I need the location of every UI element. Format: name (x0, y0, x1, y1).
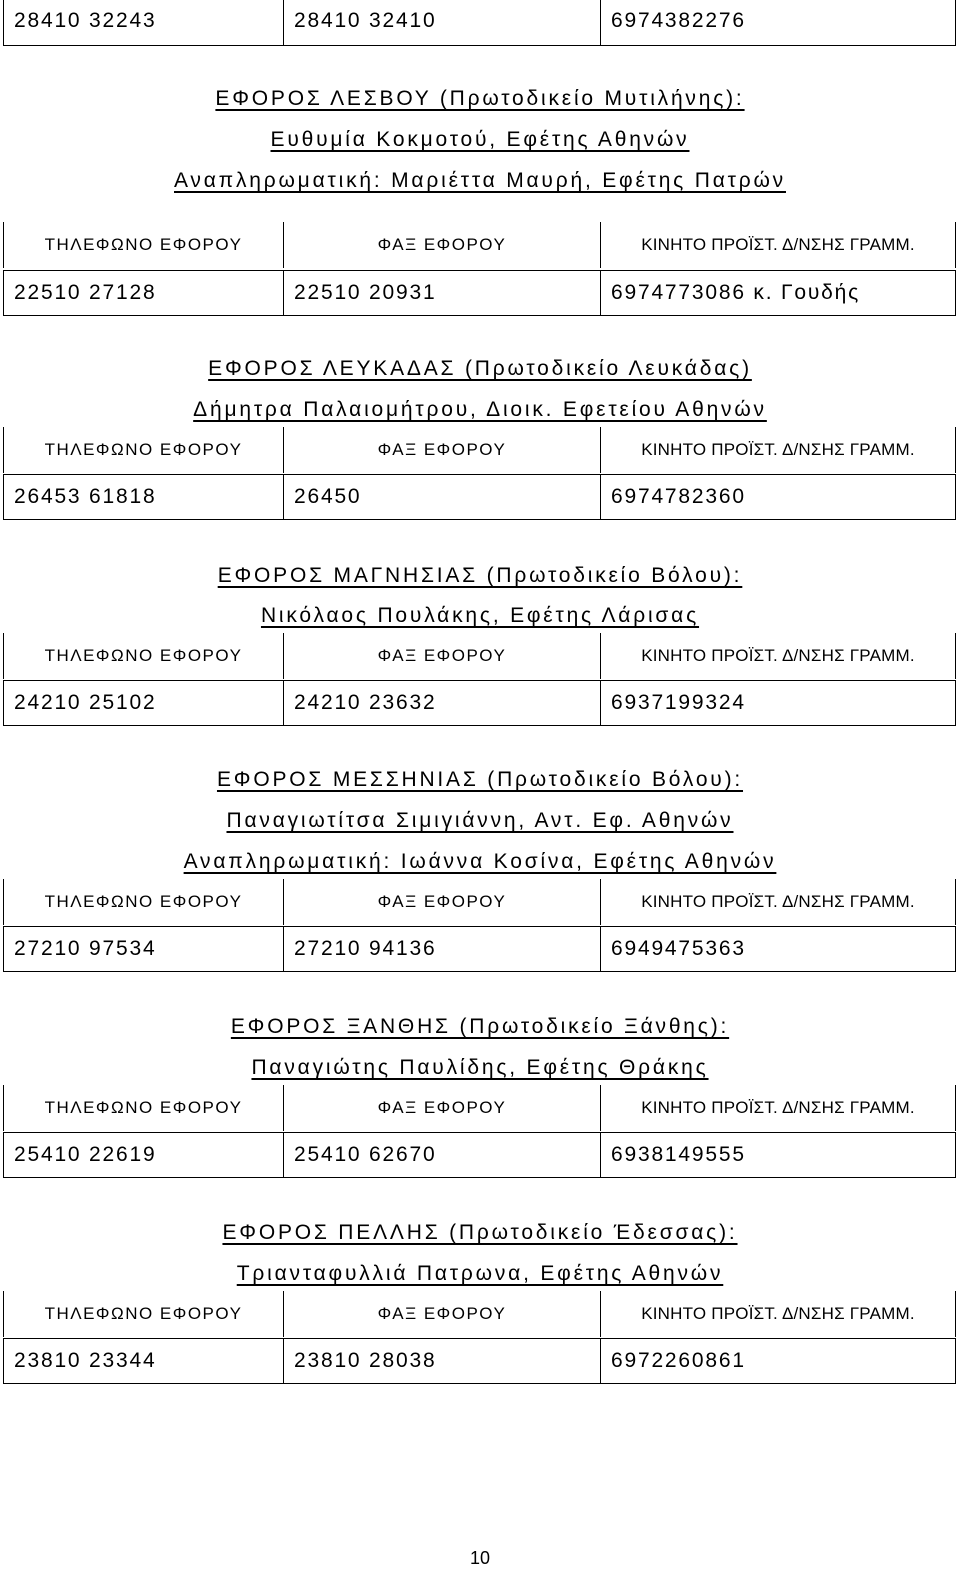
title-text: ΕΦΟΡΟΣ ΜΑΓΝΗΣΙΑΣ (Πρωτοδικείο Βόλου): (217, 564, 743, 587)
header-fax: ΦΑΞ ΕΦΟΡΟΥ (284, 222, 601, 268)
fax-value: 27210 94136 (284, 927, 601, 971)
section-title (0, 768, 960, 792)
fax-value: 28410 32410 (284, 0, 601, 45)
section-title (0, 564, 960, 588)
fax-value: 25410 62670 (284, 1133, 601, 1177)
section-title (0, 87, 960, 111)
table-header-row (3, 222, 956, 268)
mobile-value: 6974782360 (611, 485, 746, 508)
header-fax: ΦΑΞ ΕΦΟΡΟΥ (284, 1291, 601, 1337)
phone-value: 24210 25102 (4, 681, 284, 725)
header-fax: ΦΑΞ ΕΦΟΡΟΥ (284, 633, 601, 679)
fax-value: 26450 (284, 475, 601, 519)
header-fax: ΦΑΞ ΕΦΟΡΟΥ (284, 1085, 601, 1131)
header-phone: ΤΗΛΕΦΩΝΟ ΕΦΟΡΟΥ (4, 879, 284, 925)
title-text: Τριανταφυλλιά Πατρωνα, Εφέτης Αθηνών (236, 1262, 724, 1285)
mobile-value: 6937199324 (611, 691, 746, 714)
section-title (0, 357, 960, 381)
mobile-value: 6938149555 (611, 1143, 746, 1166)
mobile-value: 6974382276 (611, 9, 746, 32)
section-subtitle (0, 809, 960, 833)
title-text: Δήμητρα Παλαιομήτρου, Διοικ. Εφετείου Αθηνών (193, 398, 767, 421)
header-mobile: ΚΙΝΗΤΟ ΠΡΟΪΣΤ. Δ/ΝΣΗΣ ΓΡΑΜΜ. (641, 235, 915, 254)
header-mobile: ΚΙΝΗΤΟ ΠΡΟΪΣΤ. Δ/ΝΣΗΣ ΓΡΑΜΜ. (641, 440, 915, 459)
title-text: ΕΦΟΡΟΣ ΛΕΥΚΑΔΑΣ (Πρωτοδικείο Λευκάδας) (208, 357, 752, 380)
header-mobile: ΚΙΝΗΤΟ ΠΡΟΪΣΤ. Δ/ΝΣΗΣ ΓΡΑΜΜ. (641, 1098, 915, 1117)
table-header-row (3, 427, 956, 473)
table-header-row (3, 1291, 956, 1337)
section-subtitle (0, 1056, 960, 1080)
section-subtitle (0, 128, 960, 152)
title-text: ΕΦΟΡΟΣ ΜΕΣΣΗΝΙΑΣ (Πρωτοδικείο Βόλου): (216, 768, 744, 791)
section-subtitle (0, 850, 960, 874)
title-text: Παναγιωτίτσα Σιμιγιάννη, Αντ. Εφ. Αθηνών (226, 809, 734, 832)
page-number: 10 (469, 1548, 491, 1568)
phone-value: 26453 61818 (4, 475, 284, 519)
title-text: Ευθυμία Κοκμοτού, Εφέτης Αθηνών (270, 128, 690, 151)
contact-row (3, 1132, 956, 1178)
contact-row (3, 1338, 956, 1384)
table-header-row (3, 1085, 956, 1131)
header-phone: ΤΗΛΕΦΩΝΟ ΕΦΟΡΟΥ (4, 1291, 284, 1337)
fax-value: 23810 28038 (284, 1339, 601, 1383)
title-text: ΕΦΟΡΟΣ ΞΑΝΘΗΣ (Πρωτοδικείο Ξάνθης): (230, 1015, 730, 1038)
title-text: Αναπληρωματική: Μαριέττα Μαυρή, Εφέτης Πατρών (174, 169, 786, 192)
table-header-row (3, 879, 956, 925)
title-text: Παναγιώτης Παυλίδης, Εφέτης Θράκης (251, 1056, 709, 1079)
header-phone: ΤΗΛΕΦΩΝΟ ΕΦΟΡΟΥ (4, 222, 284, 268)
section-title (0, 1015, 960, 1039)
phone-value: 23810 23344 (4, 1339, 284, 1383)
mobile-value: 6972260861 (611, 1349, 746, 1372)
fax-value: 22510 20931 (284, 271, 601, 315)
section-subtitle (0, 1262, 960, 1286)
contact-row (3, 474, 956, 520)
header-phone: ΤΗΛΕΦΩΝΟ ΕΦΟΡΟΥ (4, 633, 284, 679)
header-phone: ΤΗΛΕΦΩΝΟ ΕΦΟΡΟΥ (4, 1085, 284, 1131)
contact-row (3, 926, 956, 972)
mobile-value: 6974773086 κ. Γουδής (611, 281, 861, 304)
contact-row (3, 680, 956, 726)
phone-value: 25410 22619 (4, 1133, 284, 1177)
section-title (0, 1221, 960, 1245)
contact-row (3, 270, 956, 316)
section-subtitle (0, 169, 960, 193)
section-subtitle (0, 398, 960, 422)
title-text: ΕΦΟΡΟΣ ΠΕΛΛΗΣ (Πρωτοδικείο Έδεσσας): (222, 1221, 738, 1244)
title-text: ΕΦΟΡΟΣ ΛΕΣΒΟΥ (Πρωτοδικείο Μυτιλήνης): (215, 87, 745, 110)
phone-value: 22510 27128 (4, 271, 284, 315)
phone-value: 28410 32243 (4, 0, 284, 45)
fax-value: 24210 23632 (284, 681, 601, 725)
mobile-value: 6949475363 (611, 937, 746, 960)
header-phone: ΤΗΛΕΦΩΝΟ ΕΦΟΡΟΥ (4, 427, 284, 473)
table-header-row (3, 633, 956, 679)
section-subtitle (0, 604, 960, 628)
header-fax: ΦΑΞ ΕΦΟΡΟΥ (284, 879, 601, 925)
header-mobile: ΚΙΝΗΤΟ ΠΡΟΪΣΤ. Δ/ΝΣΗΣ ΓΡΑΜΜ. (641, 646, 915, 665)
header-mobile: ΚΙΝΗΤΟ ΠΡΟΪΣΤ. Δ/ΝΣΗΣ ΓΡΑΜΜ. (641, 1304, 915, 1323)
header-mobile: ΚΙΝΗΤΟ ΠΡΟΪΣΤ. Δ/ΝΣΗΣ ΓΡΑΜΜ. (641, 892, 915, 911)
title-text: Νικόλαος Πουλάκης, Εφέτης Λάρισας (260, 604, 700, 627)
title-text: Αναπληρωματική: Ιωάννα Κοσίνα, Εφέτης Αθηνών (183, 850, 777, 873)
header-fax: ΦΑΞ ΕΦΟΡΟΥ (284, 427, 601, 473)
phone-value: 27210 97534 (4, 927, 284, 971)
contact-row-top (3, 0, 956, 46)
